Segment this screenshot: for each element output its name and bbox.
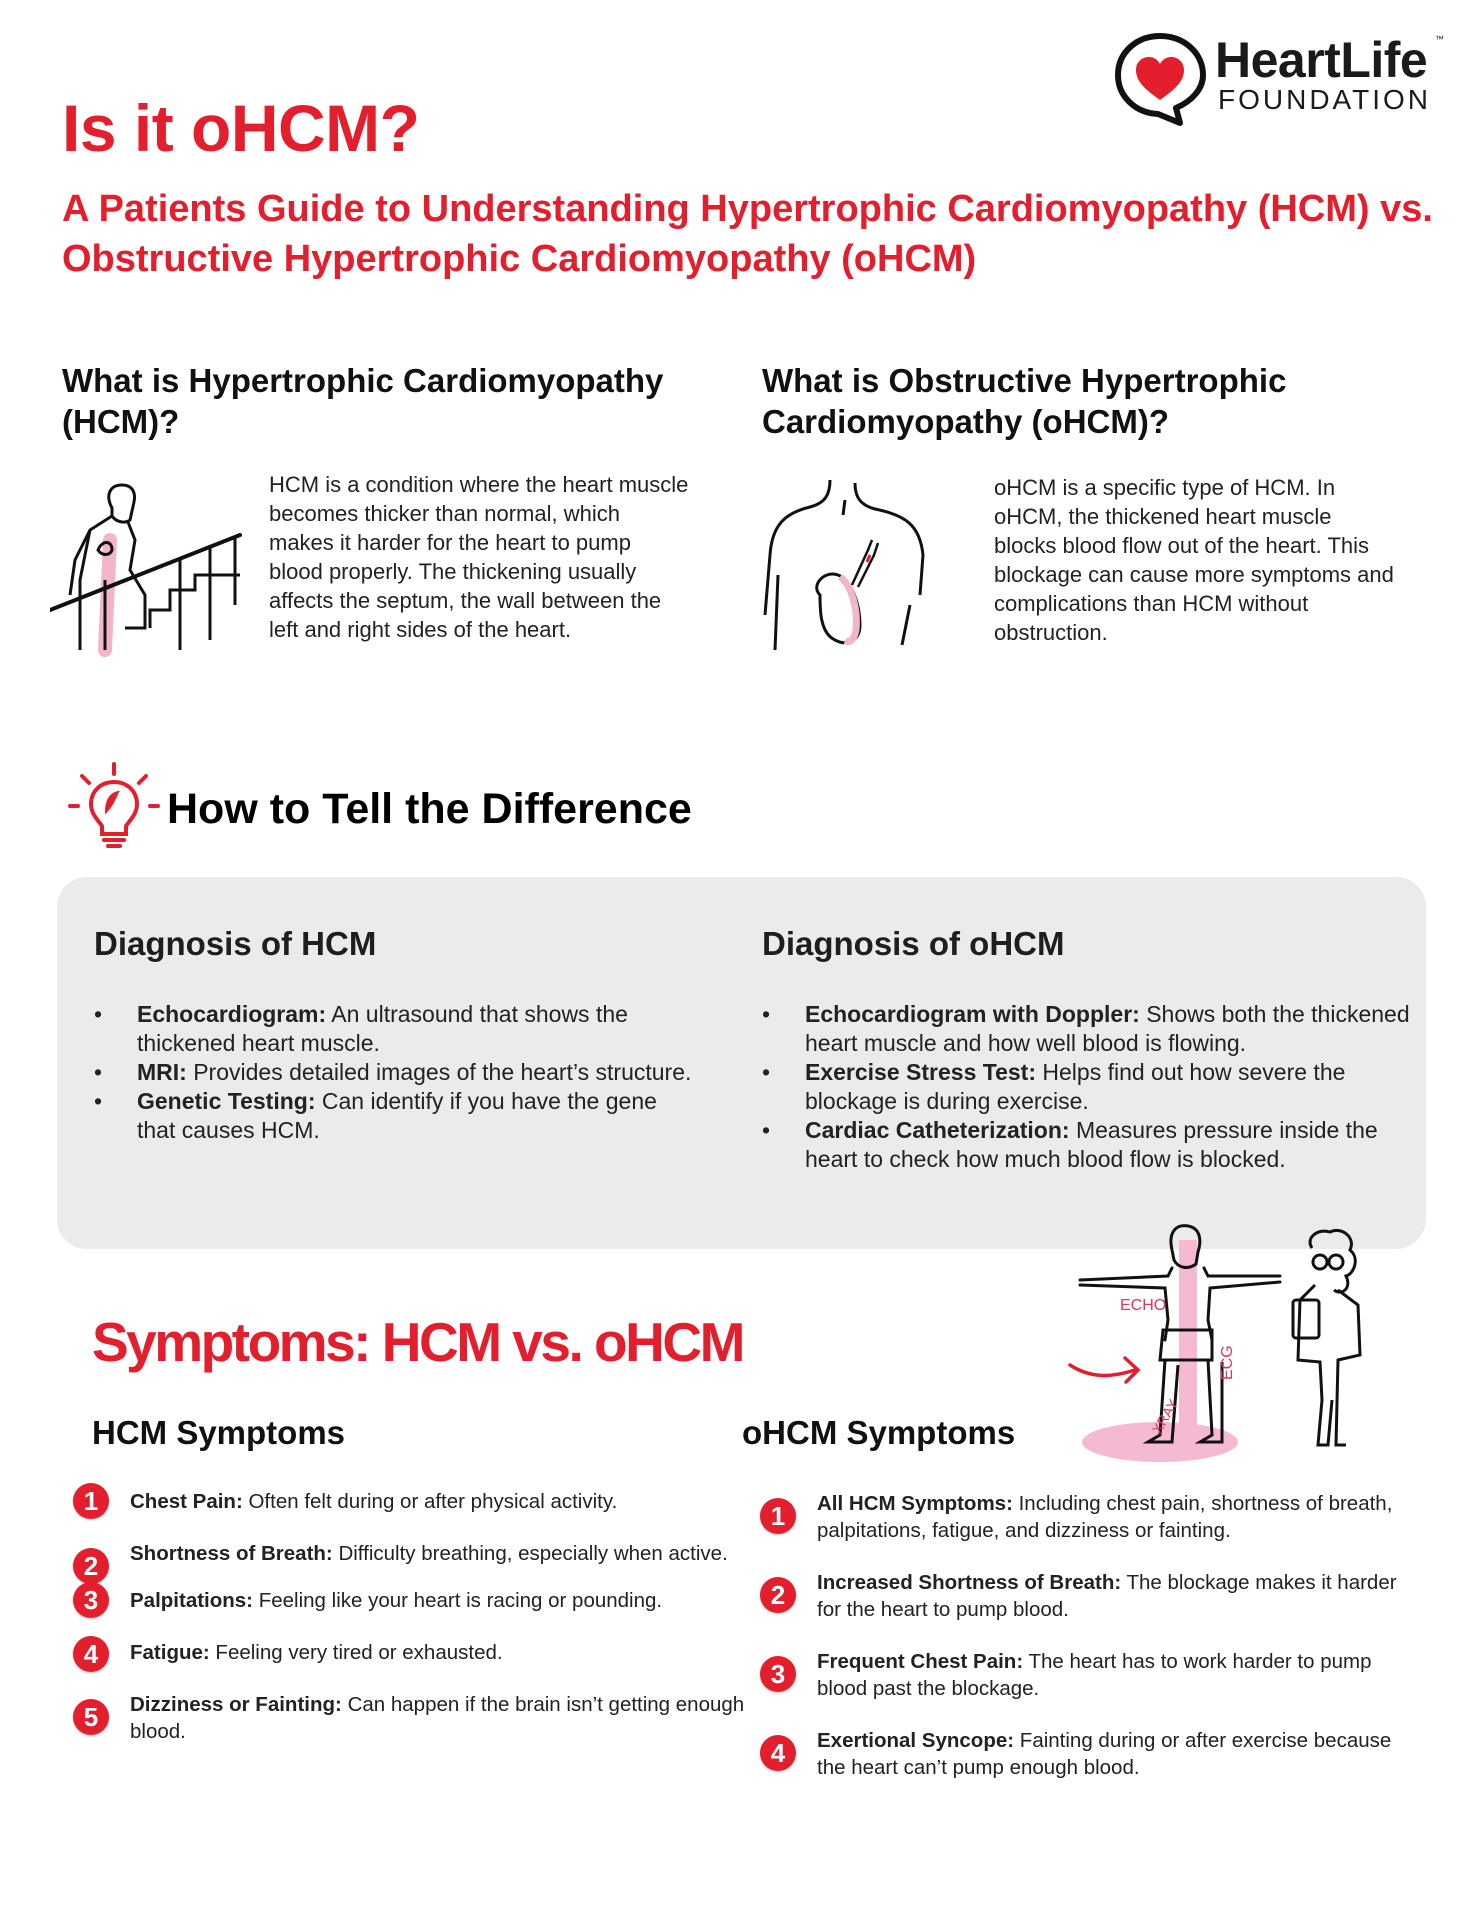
symptom-text: Can happen if the brain isn’t getting enough blood.: [130, 1693, 745, 1743]
symptom-item: [73, 1488, 753, 1526]
symptom-item: [73, 1587, 753, 1625]
symptom-text: Feeling like your heart is racing or pounding.: [258, 1589, 663, 1612]
symptom-item: [73, 1540, 753, 1581]
ohcm-symptoms-heading: oHCM Symptoms: [742, 1414, 1016, 1451]
hcm-symptoms-heading: HCM Symptoms: [92, 1414, 346, 1451]
symptom-text: The blockage makes it harder for the heart to pump blood.: [817, 1571, 1397, 1621]
symptom-text: The heart has to work harder to pump blood past the blockage.: [817, 1650, 1372, 1700]
item-term: Exercise Stress Test:: [805, 1059, 1036, 1085]
number-badge-icon: 1: [73, 1483, 109, 1519]
list-item: [762, 1058, 1422, 1116]
item-text: Provides detailed images of the heart’s structure.: [193, 1059, 692, 1085]
number-badge-icon: 3: [760, 1656, 796, 1692]
brand-tagline: FOUNDATION: [1218, 84, 1432, 115]
symptom-term: Fatigue:: [130, 1641, 210, 1664]
symptom-term: Frequent Chest Pain:: [817, 1650, 1024, 1673]
symptom-item: [73, 1639, 753, 1677]
diagnosis-hcm-heading: Diagnosis of HCM: [94, 925, 377, 962]
symptom-term: Chest Pain:: [130, 1490, 243, 1513]
symptom-term: Shortness of Breath:: [130, 1542, 333, 1565]
number-badge-icon: 5: [73, 1699, 109, 1735]
bullet-icon: •: [94, 1059, 103, 1085]
hcm-symptoms-list: [73, 1488, 753, 1745]
echo-label: ECHO: [1120, 1297, 1167, 1314]
symptom-term: Exertional Syncope:: [817, 1729, 1015, 1752]
stairs-person-illustration: [50, 480, 250, 660]
item-term: MRI:: [137, 1059, 187, 1085]
diagnosis-ohcm-heading: Diagnosis of oHCM: [762, 925, 1065, 962]
number-badge-icon: 1: [760, 1498, 796, 1534]
item-term: Echocardiogram:: [137, 1001, 327, 1027]
symptom-term: Dizziness or Fainting:: [130, 1693, 342, 1716]
list-item: [94, 1058, 694, 1087]
diagnosis-ohcm-list: [762, 1000, 1422, 1174]
hcm-intro-heading: What is Hypertrophic Cardiomyopathy (HCM)?: [62, 362, 664, 440]
item-text: An ultrasound that shows the thickened heart muscle.: [137, 1001, 628, 1056]
page-subtitle: A Patients Guide to Understanding Hypertrophic Cardiomyopathy (HCM) vs. Obstructive Hypertrophic Cardiomyopathy (oHCM): [62, 188, 1433, 280]
ecg-label: ECG: [1219, 1345, 1236, 1380]
number-badge-icon: 2: [73, 1548, 109, 1584]
bullet-icon: •: [762, 1059, 771, 1085]
symptom-item: [760, 1569, 1420, 1623]
hcm-intro-text: HCM is a condition where the heart muscle becomes thicker than normal, which makes it harder for the heart to pump blood properly. The thickening usually affects the septum, the wall between the left and right sides of the heart.: [269, 472, 689, 642]
symptom-text: Feeling very tired or exhausted.: [215, 1641, 503, 1664]
xray-label: XRAY: [1148, 1396, 1182, 1437]
symptom-text: Often felt during or after physical activity.: [248, 1490, 618, 1513]
symptom-text: Including chest pain, shortness of breath, palpitations, fatigue, and dizziness or fainting.: [817, 1492, 1399, 1542]
list-item: [762, 1116, 1422, 1174]
symptom-item: [760, 1648, 1420, 1702]
item-term: Genetic Testing:: [137, 1088, 316, 1114]
symptom-term: Increased Shortness of Breath:: [817, 1571, 1122, 1594]
bullet-icon: •: [762, 1117, 771, 1143]
page-title: Is it oHCM?: [62, 91, 420, 165]
number-badge-icon: 2: [760, 1577, 796, 1613]
symptom-term: Palpitations:: [130, 1589, 254, 1612]
item-term: Echocardiogram with Doppler:: [805, 1001, 1140, 1027]
number-badge-icon: 4: [760, 1735, 796, 1771]
medical-exam-illustration: [1060, 1210, 1380, 1470]
difference-section-title: How to Tell the Difference: [167, 785, 692, 833]
item-text: Shows both the thickened heart muscle and how well blood is flowing.: [805, 1001, 1410, 1056]
symptom-text: Difficulty breathing, especially when active.: [338, 1542, 728, 1565]
item-term: Cardiac Catheterization:: [805, 1117, 1070, 1143]
number-badge-icon: 3: [73, 1582, 109, 1618]
symptom-item: [73, 1691, 753, 1745]
diagnosis-hcm-list: [94, 1000, 694, 1145]
bullet-icon: •: [762, 1001, 771, 1027]
bullet-icon: •: [94, 1001, 103, 1027]
ohcm-intro-heading: What is Obstructive Hypertrophic Cardiomyopathy (oHCM)?: [762, 362, 1287, 440]
symptoms-section-title: Symptoms: HCM vs. oHCM: [92, 1311, 743, 1373]
symptom-text: Fainting during or after exercise because the heart can’t pump enough blood.: [817, 1729, 1392, 1779]
symptom-item: [760, 1727, 1420, 1781]
list-item: [762, 1000, 1422, 1058]
ohcm-symptoms-list: [760, 1490, 1420, 1781]
item-text: Can identify if you have the gene that causes HCM.: [137, 1088, 657, 1143]
list-item: [94, 1000, 694, 1058]
symptom-item: [760, 1490, 1420, 1544]
lightbulb-icon: [66, 760, 162, 856]
heartlife-logo: [1112, 30, 1452, 126]
number-badge-icon: 4: [73, 1636, 109, 1672]
symptom-term: All HCM Symptoms:: [817, 1492, 1013, 1515]
item-text: Helps find out how severe the blockage is during exercise.: [805, 1059, 1346, 1114]
heart-speech-bubble-icon: [1112, 30, 1210, 126]
item-text: Measures pressure inside the heart to check how much blood flow is blocked.: [805, 1117, 1378, 1172]
brand-name: HeartLife: [1215, 32, 1428, 88]
list-item: [94, 1087, 694, 1145]
torso-heart-illustration: [760, 475, 960, 665]
trademark: ™: [1435, 34, 1444, 44]
ohcm-intro-text: oHCM is a specific type of HCM. In oHCM, the thickened heart muscle blocks blood flow out of the heart. This blockage can cause more symptoms and complications than HCM without obstruction.: [994, 475, 1394, 645]
bullet-icon: •: [94, 1088, 103, 1114]
